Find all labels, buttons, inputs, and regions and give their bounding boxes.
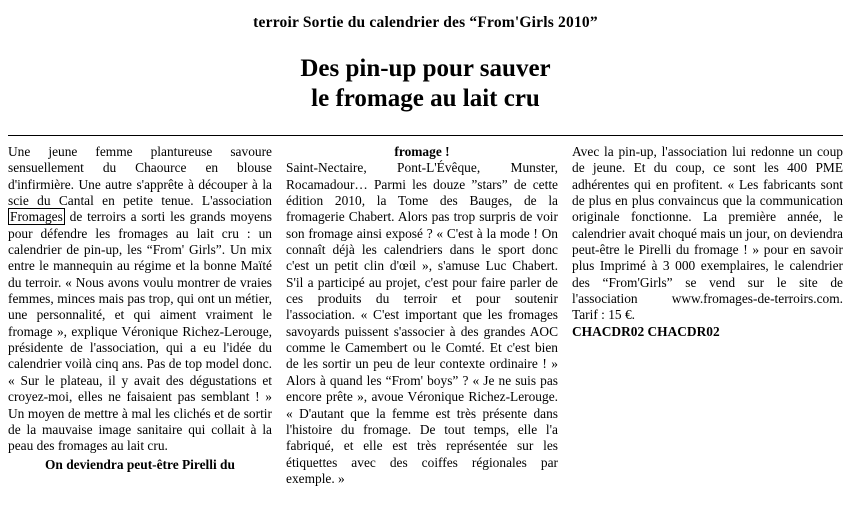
column-3-text-part-2: . Tarif : 15 €. (572, 291, 843, 323)
column-2 (286, 144, 572, 487)
page-title (0, 54, 851, 113)
column-1-text-before-box: Une jeune femme plantureuse savoure sensuellement du Chaource en blouse d'infirmière. Une autre s'apprête à découper à la scie du Cantal en petite tenue. L'association (8, 144, 272, 209)
column-3-paragraph (572, 144, 843, 324)
column-1-paragraph (8, 144, 272, 455)
article-columns (0, 144, 851, 487)
highlighted-term: Fromages (10, 209, 63, 225)
headline-line-1: Des pin-up pour sauver (300, 55, 551, 82)
column-1-tail-bold: On deviendra peut-être Pirelli du (45, 456, 235, 472)
column-2-subhead: fromage ! (394, 144, 450, 159)
column-2-paragraph: Saint-Nectaire, Pont-L'Évêque, Munster, Rocamadour… Parmi les douze ”stars” de cette édition 2010, la Tome des Bauges, de la fromagerie Chabert. Alors pas trop surpris de voir son fromage ainsi exposé ? « C'est à la mode ! On connaît déjà les calendriers dans le sport donc c'est un petit clin d'œil », s'amuse Luc Chabert. S'il a participé au projet, c'est pour faire parler de ces produits du terroir et pour soutenir l'association. « C'est important que les fromages savoyards puissent s'associer à des grandes AOC comme le Camembert ou le Comté. Et c'est bien de les sortir un peu de leur contexte ordinaire ! » Alors à quand les “From' boys” ? « Je ne suis pas encore prête », avoue Véronique Richez-Lerouge. « D'autant que la femme est très présente dans l'histoire du fromage. De tout temps, elle l'a fabriqué, et elle est très représentée sur les étiquettes avec des coiffes régionales par exemple. » (286, 160, 558, 486)
kicker-lead: terroir (253, 14, 299, 31)
byline-signature: CHACDR02 CHACDR02 (572, 323, 720, 339)
column-3-text-part-1: Avec la pin-up, l'association lui redonne un coup de jeune. Et du coup, ce sont les 400 PME adhérentes qui en profitent. « Les fabricants sont de plus en plus convaincus que la communication originale fonctionne. La première année, le calendrier avait choqué mais un jour, on deviendra peut-être le Pirelli du fromage ! » pour en savoir plus Imprimé à 3 000 exemplaires, le calendrier des “From'Girls” se vend sur le site de l'association (572, 144, 843, 307)
column-3 (572, 144, 843, 487)
headline-line-2: le fromage au lait cru (311, 84, 540, 112)
column-1 (8, 144, 286, 487)
divider (8, 135, 843, 136)
article-page (0, 14, 851, 511)
kicker-text: Sortie du calendrier des “From'Girls 2010” (302, 14, 598, 31)
kicker (0, 14, 851, 32)
association-website-link[interactable]: www.fromages-de-terroirs.com (671, 291, 840, 307)
column-1-text-after-box: de terroirs a sorti les grands moyens pour défendre les fromages au lait cru : un calendrier de pin-up, les “From' Girls”. Un mix entre le mannequin au régime et la bonne Maïté du terroir. « Nous avons voulu montrer de vraies femmes, minces mais pas trop, qui ont un métier, une personnalité, et qui aiment vraiment le fromage », explique Véronique Richez-Lerouge, présidente de l'association, qui a eu l'idée du calendrier voilà cinq ans. Pas de top model donc. « Sur le plateau, il y avait des dégustations et croyez-moi, elles ne faisaient pas semblant ! » Un moyen de mettre à mal les clichés et de sortir de la mauvaise image sanitaire qui collait à la peau des fromages au lait cru. (8, 209, 272, 454)
